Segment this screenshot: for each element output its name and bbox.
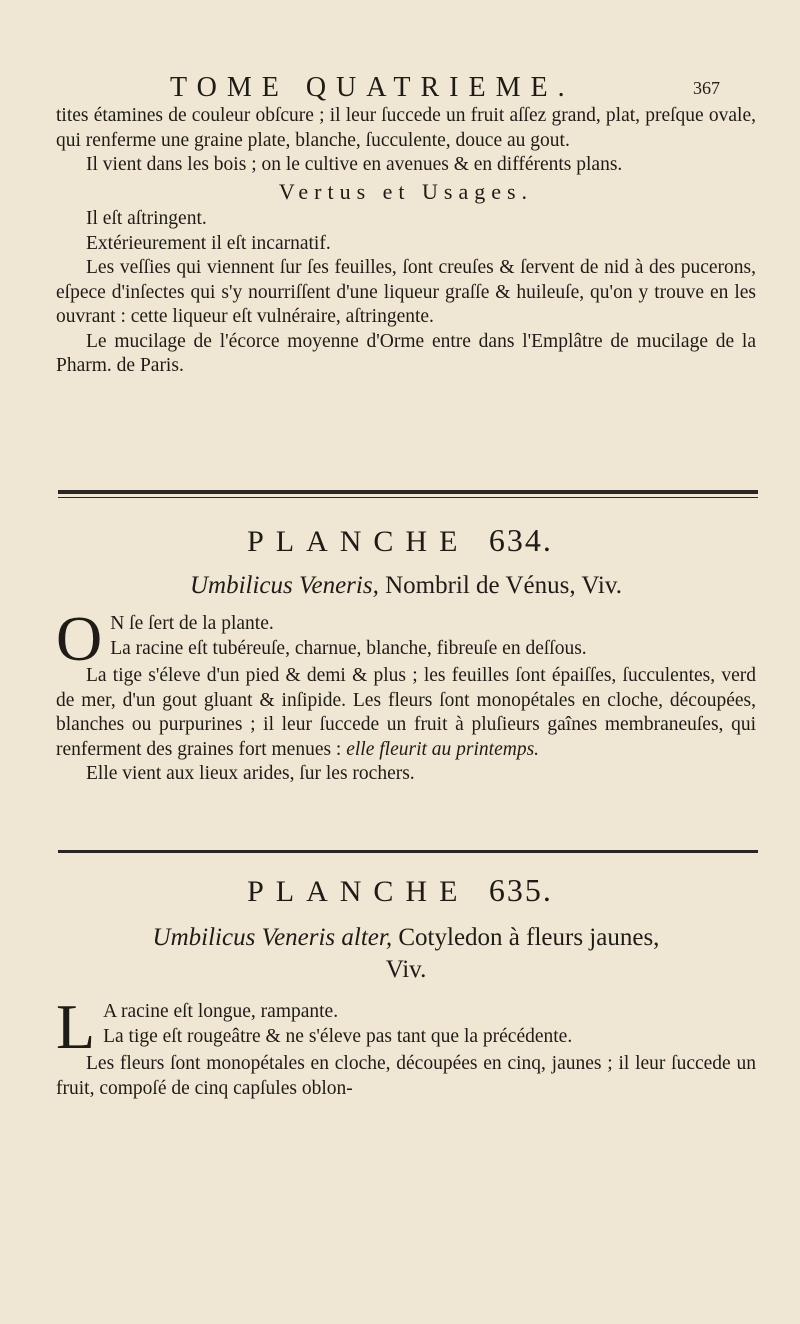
- drop-cap: O: [56, 603, 103, 674]
- common-name: Nombril de Vénus, Viv.: [385, 572, 623, 599]
- plate-634-text: [56, 603, 756, 787]
- plant-name-635: [56, 922, 756, 986]
- paragraph: Elle vient aux lieux arides, ſur les rochers.: [86, 763, 415, 784]
- paragraph: Il eſt aſtringent.: [86, 208, 207, 229]
- plate-heading-635: [0, 872, 800, 909]
- paragraph: tites étamines de couleur obſcure ; il leur ſuccede un fruit aſſez grand, plat, preſque ovale, qui renferme une graine plate, blanche, ſucculente, douce au gout.: [56, 105, 756, 151]
- section-heading: Vertus et Usages.: [278, 178, 534, 204]
- plate-number: 634.: [488, 522, 553, 558]
- divider-rule: [58, 850, 758, 853]
- common-name-abbrev: Viv.: [385, 956, 427, 983]
- common-name: Cotyledon à fleurs jaunes,: [398, 924, 660, 951]
- plate-number: 635.: [488, 872, 553, 908]
- running-title: TOME QUATRIEME.: [170, 72, 575, 103]
- divider-rule: [58, 490, 758, 494]
- divider-rule-thin: [58, 497, 758, 498]
- plate-label: PLANCHE: [247, 875, 470, 908]
- paragraph: Les fleurs ſont monopétales en cloche, découpées en cinq, jaunes ; il leur ſuccede un fruit, compoſé de cinq capſules oblon-: [56, 1053, 756, 1099]
- paragraph: A racine eſt longue, rampante.: [103, 1001, 339, 1022]
- drop-cap: L: [56, 991, 96, 1062]
- plate-label: PLANCHE: [247, 525, 470, 558]
- paragraph: La tige s'éleve d'un pied & demi & plus ; les feuilles ſont épaiſſes, ſucculentes, verd de mer, d'un gout gluant & inſipide. Les fleurs ſont monopétales en cloche, découpées, blanches ou purpurines ; il leur ſuccede un fruit à pluſieurs gaînes membraneuſes, qui renferment des graines fort menues :: [56, 665, 756, 760]
- latin-name: Umbilicus Veneris alter,: [152, 924, 393, 951]
- paragraph: Les veſſies qui viennent ſur ſes feuilles, ſont creuſes & ſervent de nid à des pucerons, eſpece d'inſectes qui s'y nourriſſent d'une liqueur graſſe & huileuſe, qu'on y trouve en les ouvrant : cette liqueur eſt vulnéraire, aſtringente.: [56, 257, 756, 327]
- latin-name: Umbilicus Veneris,: [189, 572, 379, 599]
- running-header: [150, 72, 720, 106]
- paragraph: La racine eſt tubéreuſe, charnue, blanche, fibreuſe en deſſous.: [110, 637, 587, 659]
- paragraph: N ſe ſert de la plante.: [110, 613, 274, 634]
- plate-635-text: [56, 991, 756, 1101]
- paragraph: Extérieurement il eſt incarnatif.: [86, 232, 331, 254]
- paragraph: La tige eſt rougeâtre & ne s'éleve pas tant que la précédente.: [103, 1025, 573, 1047]
- flowering-note: elle fleurit au printemps.: [346, 738, 540, 760]
- plate-heading-634: [0, 522, 800, 559]
- plant-name-634: [56, 570, 756, 602]
- paragraph: Il vient dans les bois ; on le cultive en avenues & en différents plans.: [86, 154, 623, 175]
- intro-section: [56, 104, 756, 379]
- paragraph: Le mucilage de l'écorce moyenne d'Orme entre dans l'Emplâtre de mucilage de la Pharm. de Paris.: [56, 330, 756, 376]
- page-number: 367: [693, 78, 720, 98]
